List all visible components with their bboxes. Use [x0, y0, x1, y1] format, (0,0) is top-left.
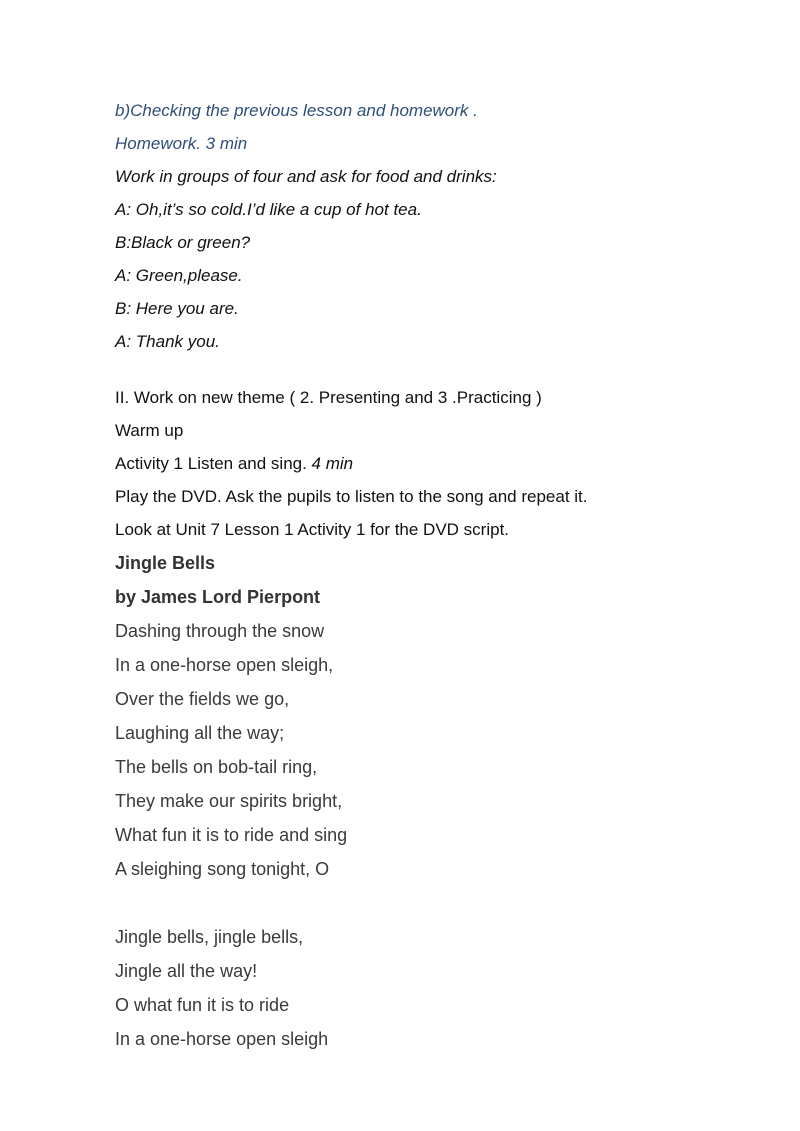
activity-time: 4 min [311, 454, 354, 473]
lyric-line: What fun it is to ride and sing [115, 825, 348, 845]
activity-line [115, 453, 353, 475]
homework-label: Homework. 3 min [115, 134, 248, 153]
song-author: by James Lord Pierpont [115, 587, 321, 607]
new-theme-heading: II. Work on new theme ( 2. Presenting and 3 .Practicing ) [115, 388, 542, 407]
lyric-line: In a one-horse open sleigh, [115, 655, 334, 675]
lyric-line: Over the fields we go, [115, 689, 290, 709]
chorus-line: O what fun it is to ride [115, 995, 290, 1015]
dialogue-line: B:Black or green? [115, 233, 251, 252]
lyric-line: The bells on bob-tail ring, [115, 757, 318, 777]
dialogue-line: A: Oh,it’s so cold.I’d like a cup of hot tea. [115, 200, 422, 219]
chorus-line: In a one-horse open sleigh [115, 1029, 329, 1049]
chorus-line: Jingle bells, jingle bells, [115, 927, 304, 947]
homework-heading: b)Checking the previous lesson and homework . [115, 101, 478, 120]
lyric-line: A sleighing song tonight, O [115, 859, 330, 879]
warm-up-label: Warm up [115, 421, 184, 440]
lyric-line: Laughing all the way; [115, 723, 285, 743]
activity-instruction: Look at Unit 7 Lesson 1 Activity 1 for the DVD script. [115, 520, 510, 539]
song-title: Jingle Bells [115, 553, 216, 573]
dialogue-line: B: Here you are. [115, 299, 239, 318]
chorus-line: Jingle all the way! [115, 961, 258, 981]
lyric-line: They make our spirits bright, [115, 791, 343, 811]
activity-instruction: Play the DVD. Ask the pupils to listen to the song and repeat it. [115, 487, 588, 506]
dialogue-line: A: Green,please. [115, 266, 243, 285]
lyric-line: Dashing through the snow [115, 621, 325, 641]
activity-label: Activity 1 Listen and sing. [115, 454, 312, 473]
homework-instruction: Work in groups of four and ask for food and drinks: [115, 167, 497, 186]
dialogue-line: A: Thank you. [115, 332, 220, 351]
